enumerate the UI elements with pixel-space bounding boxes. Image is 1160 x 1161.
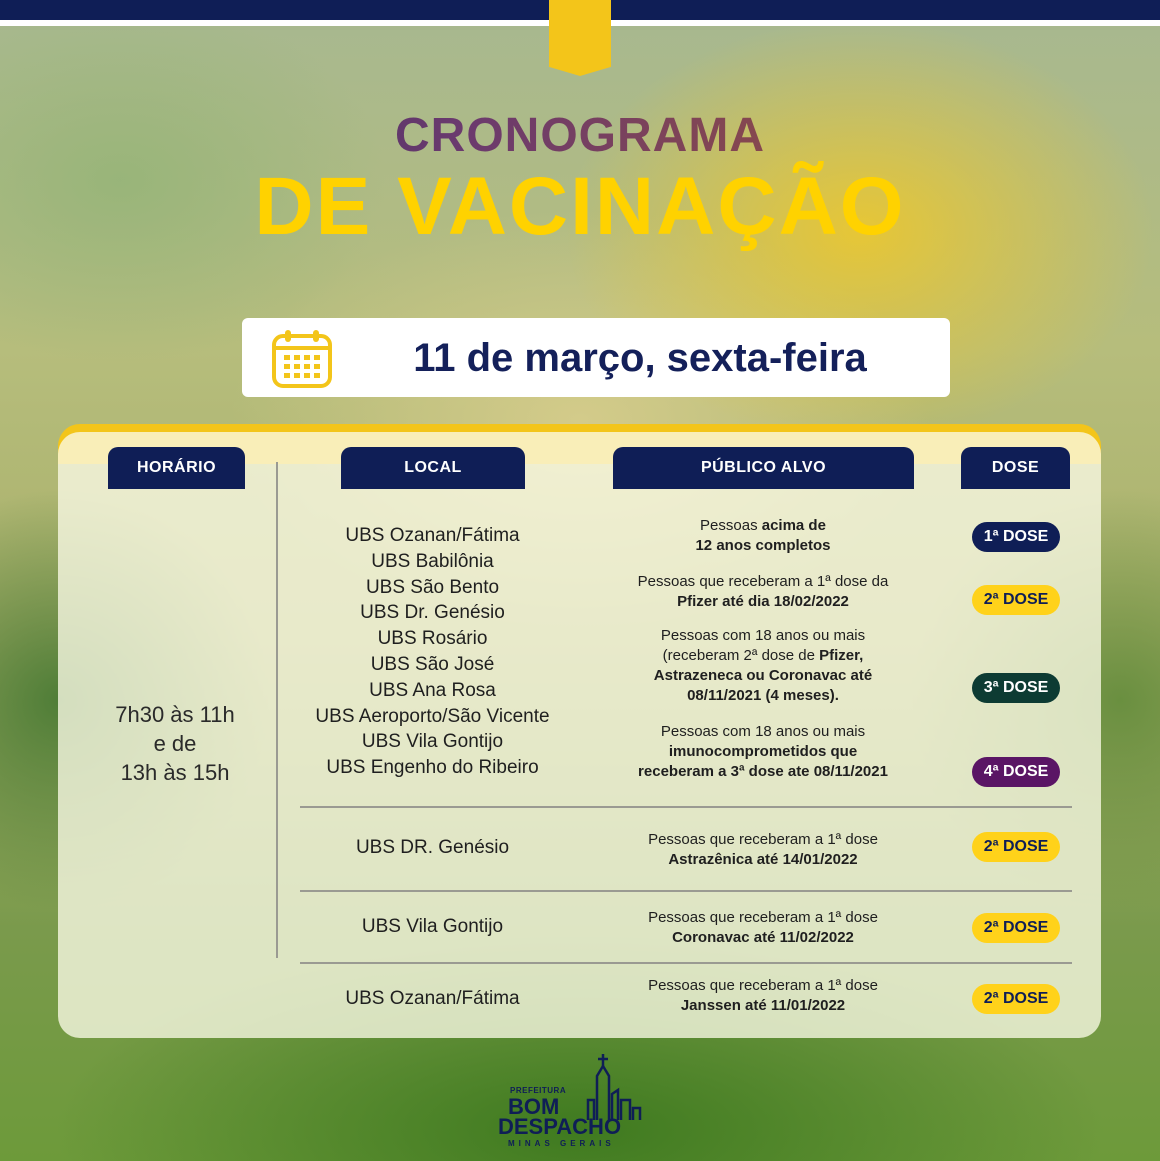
publico-text: Pessoas com 18 anos ou mais (660, 627, 866, 644)
title-vacinacao: DE VACINAÇÃO (254, 161, 906, 252)
publico-text: Pessoas (700, 517, 762, 534)
time-line: 7h30 às 11h (115, 702, 235, 727)
local-item: UBS Vila Gontijo (361, 916, 504, 937)
publico-text: Pessoas que receberam a 1ª dose (648, 831, 878, 848)
publico-bold: imunocomprometidos que (668, 743, 858, 760)
publico-bold: Coronavac até 11/02/2022 (672, 929, 854, 946)
publico-entry (600, 830, 926, 870)
publico-bold: Astrazênica até 14/01/2022 (668, 851, 858, 868)
publico-entry (600, 626, 926, 706)
calendar-icon (270, 328, 334, 390)
dose-badge-2: 2ª DOSE (972, 913, 1060, 943)
local-item: UBS DR. Genésio (355, 837, 510, 858)
top-tab-decoration (549, 0, 611, 76)
column-divider (276, 462, 278, 958)
publico-entry (600, 908, 926, 948)
dose-badge-3: 3ª DOSE (972, 673, 1060, 703)
logo-despacho: DESPACHO (498, 1114, 622, 1139)
logo-minas-gerais: MINAS GERAIS (508, 1139, 615, 1148)
local-item: UBS Aeroporto/São Vicente (315, 705, 550, 727)
local-item: UBS Vila Gontijo (361, 731, 504, 753)
title-cronograma: CRONOGRAMA (0, 108, 1160, 163)
row-divider (300, 890, 1072, 892)
local-item: UBS Babilônia (371, 550, 494, 572)
publico-entry (600, 976, 926, 1016)
dose-badge-2: 2ª DOSE (972, 832, 1060, 862)
local-list (290, 523, 575, 781)
publico-text: Pessoas que receberam a 1ª dose da (637, 573, 889, 590)
header-publico: PÚBLICO ALVO (613, 447, 914, 489)
header-horario: HORÁRIO (108, 447, 245, 489)
dose-badge-2: 2ª DOSE (972, 585, 1060, 615)
publico-entry (600, 516, 926, 556)
publico-text: Pessoas que receberam a 1ª dose (648, 977, 878, 994)
local-item: UBS Rosário (377, 628, 488, 650)
publico-bold: Pfizer, (819, 647, 864, 664)
local-item: UBS Ana Rosa (369, 679, 496, 701)
time-line: 13h às 15h (120, 760, 230, 785)
local-item: UBS São Bento (365, 576, 500, 598)
publico-bold: acima de (761, 517, 826, 534)
time-line: e de (153, 731, 197, 756)
dose-badge-2: 2ª DOSE (972, 984, 1060, 1014)
publico-bold: Janssen até 11/01/2022 (680, 997, 846, 1014)
header-dose: DOSE (961, 447, 1070, 489)
publico-text: Pessoas que receberam a 1ª dose (648, 909, 878, 926)
schedule-time (80, 700, 270, 787)
local-item: UBS Engenho do Ribeiro (326, 757, 539, 779)
publico-entry (600, 572, 926, 612)
publico-text: Pessoas com 18 anos ou mais (660, 723, 866, 740)
local-item: UBS Ozanan/Fátima (345, 525, 520, 546)
row-divider (300, 806, 1072, 808)
publico-bold: Astrazeneca ou Coronavac até (653, 667, 873, 684)
publico-bold: receberam a 3ª dose ate 08/11/2021 (638, 763, 888, 780)
header-local: LOCAL (341, 447, 525, 489)
logo-bom: BOM (508, 1094, 560, 1119)
publico-text: (receberam 2ª dose de (662, 647, 820, 664)
publico-bold: 12 anos completos (695, 537, 831, 554)
row-divider (300, 962, 1072, 964)
local-item: UBS Dr. Genésio (360, 602, 505, 624)
dose-badge-1: 1ª DOSE (972, 522, 1060, 552)
local-item: UBS São José (370, 653, 495, 675)
dose-badge-4: 4ª DOSE (972, 757, 1060, 787)
publico-bold: Pfizer até dia 18/02/2022 (677, 593, 849, 610)
local-item: UBS Ozanan/Fátima (345, 988, 520, 1009)
logo-prefeitura: PREFEITURA (510, 1086, 567, 1095)
date-label: 11 de março, sexta-feira (413, 336, 867, 380)
publico-bold: 08/11/2021 (4 meses). (687, 687, 839, 704)
publico-entry (600, 722, 926, 782)
